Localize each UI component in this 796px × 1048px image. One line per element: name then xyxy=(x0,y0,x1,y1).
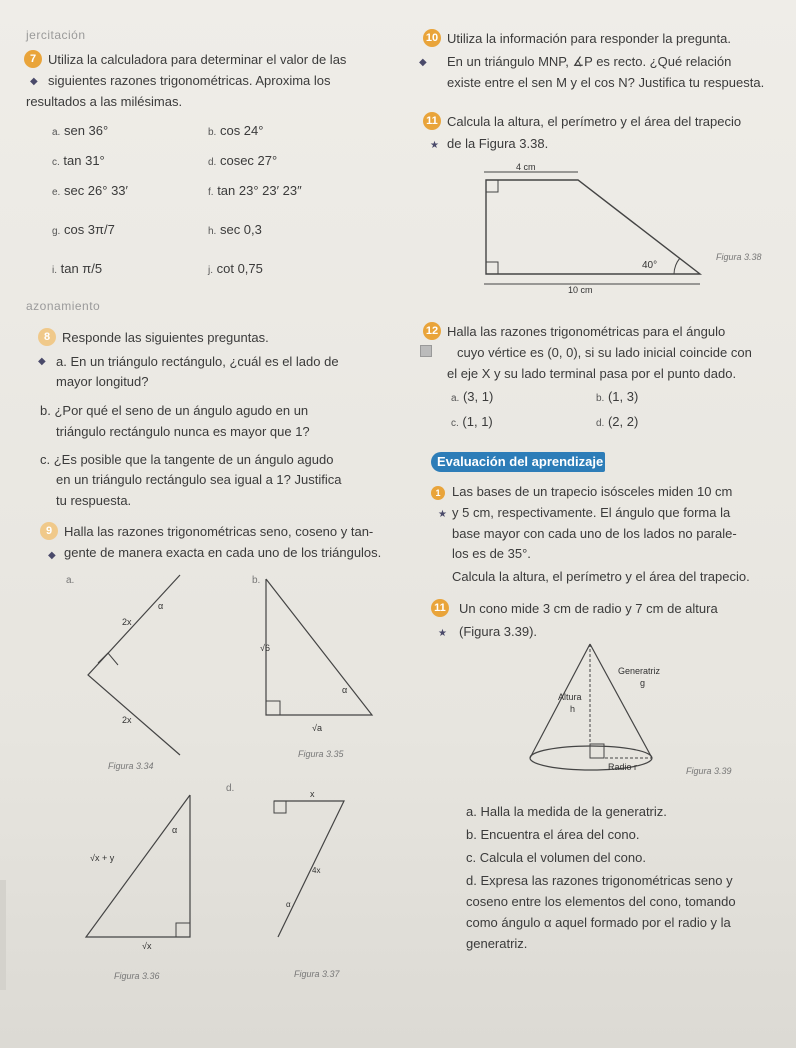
exercise-9-number: 9 xyxy=(40,522,62,540)
exercise-10-number: 10 xyxy=(423,29,445,47)
star-icon: ★ xyxy=(438,509,447,520)
cone-item-d-line-1: d. Expresa las razones trigonométricas seno y xyxy=(466,873,733,888)
question-8b-line-2: triángulo rectángulo nunca es mayor que 1? xyxy=(56,424,310,439)
eval-exercise-1-line-3: base mayor con cada uno de los lados no parale- xyxy=(452,526,737,541)
calculator-icon xyxy=(420,345,432,360)
exercise-11-line-2: de la Figura 3.38. xyxy=(447,136,549,151)
item-7h: h. sec 0,3 xyxy=(208,222,262,237)
item-12b: b. (1, 3) xyxy=(596,389,639,404)
label-sqrtx: √x xyxy=(142,941,152,951)
label-2x-bottom: 2x xyxy=(122,715,132,725)
eval-exercise-1-line-5: Calcula la altura, el perímetro y el área del trapecio. xyxy=(452,569,750,584)
star-icon: ★ xyxy=(430,140,439,151)
section-header: jercitación xyxy=(26,28,86,42)
trapezoid-bottom-label: 10 cm xyxy=(568,285,593,295)
exercise-8-intro: Responde las siguientes preguntas. xyxy=(62,330,269,345)
question-8a-line-1: a. En un triángulo rectángulo, ¿cuál es el lado de xyxy=(56,354,339,369)
figure-3-38-caption: Figura 3.38 xyxy=(716,252,762,262)
exercise-10-line-1: En un triángulo MNP, ∡P es recto. ¿Qué relación xyxy=(447,54,732,69)
trapezoid-top-label: 4 cm xyxy=(516,162,536,172)
fig-b-letter: b. xyxy=(252,575,261,586)
cone-item-d-line-4: generatriz. xyxy=(466,936,528,951)
label-sqrt-x-plus-y: √x + y xyxy=(90,853,115,863)
right-angle-marker-d xyxy=(274,801,286,813)
cone-figure xyxy=(520,640,770,790)
item-7c: c. tan 31° xyxy=(52,153,105,168)
triangle-a xyxy=(88,575,180,755)
exercise-12-line-1: Halla las razones trigonométricas para el ángulo xyxy=(447,324,726,339)
exercise-12-line-3: el eje X y su lado terminal pasa por el punto dado. xyxy=(447,366,737,381)
question-8c-line-1: c. ¿Es posible que la tangente de un ángulo agudo xyxy=(40,452,334,467)
exercise-7-number: 7 xyxy=(24,50,46,68)
eval-exercise-1-number: 1 xyxy=(431,484,449,500)
question-8b-line-1: b. ¿Por qué el seno de un ángulo agudo en un xyxy=(40,403,309,418)
bullet-icon: ◆ xyxy=(48,550,56,561)
right-angle-marker-a xyxy=(98,653,118,665)
exercise-12-line-2: cuyo vértice es (0, 0), si su lado inicial coincide con xyxy=(457,345,752,360)
height-h-label: h xyxy=(570,704,576,714)
height-label: Altura xyxy=(558,692,582,702)
exercise-10-title: Utiliza la información para responder la pregunta. xyxy=(447,31,731,46)
right-angle-marker-c xyxy=(176,923,190,937)
figure-3-37-caption: Figura 3.37 xyxy=(294,969,340,979)
triangle-d xyxy=(274,801,344,937)
evaluation-badge: Evaluación del aprendizaje xyxy=(431,452,605,472)
angle-40-label: 40° xyxy=(642,260,658,271)
figure-3-34-caption: Figura 3.34 xyxy=(108,761,154,771)
exercise-10-line-2: existe entre el sen M y el cos N? Justifica tu respuesta. xyxy=(447,75,765,90)
figure-3-39-caption: Figura 3.39 xyxy=(686,766,732,776)
triangle-b xyxy=(266,579,372,715)
cone-exercise-line-1: Un cono mide 3 cm de radio y 7 cm de altura xyxy=(459,601,718,616)
label-alpha-b: α xyxy=(342,685,348,695)
item-7a: a. sen 36° xyxy=(52,123,109,138)
triangle-figures xyxy=(60,565,400,985)
cone-item-d-line-2: coseno entre los elementos del cono, tomando xyxy=(466,894,736,909)
item-12a: a. (3, 1) xyxy=(451,389,494,404)
figure-3-36-caption: Figura 3.36 xyxy=(114,971,160,981)
label-sqrt6: √6 xyxy=(260,643,270,653)
question-8c-line-3: tu respuesta. xyxy=(56,493,132,508)
generatrix-label: Generatriz xyxy=(618,666,661,676)
label-alpha-d: α xyxy=(286,900,291,909)
fig-d-letter: d. xyxy=(226,783,235,794)
label-alpha-c: α xyxy=(172,825,178,835)
label-4x: 4x xyxy=(312,866,321,875)
exercise-9-line-1: Halla las razones trigonométricas seno, coseno y tan- xyxy=(64,524,374,539)
item-12c: c. (1, 1) xyxy=(451,414,493,429)
label-2x-top: 2x xyxy=(122,617,132,627)
question-8a-line-2: mayor longitud? xyxy=(56,374,149,389)
bullet-icon: ◆ xyxy=(419,57,427,68)
cone-item-c: c. Calcula el volumen del cono. xyxy=(466,850,646,865)
item-7d: d. cosec 27° xyxy=(208,153,278,168)
eval-exercise-1-line-4: los es de 35°. xyxy=(452,546,531,561)
label-sqrta: √a xyxy=(312,723,322,733)
question-8c-line-2: en un triángulo rectángulo sea igual a 1? Justifica xyxy=(56,472,342,487)
item-7j: j. cot 0,75 xyxy=(208,261,263,276)
cone-exercise-number: 11 xyxy=(431,599,453,617)
reasoning-header: azonamiento xyxy=(26,299,101,313)
label-x: x xyxy=(310,789,315,799)
triangle-c xyxy=(86,795,190,937)
cone-item-d-line-3: como ángulo α aquel formado por el radio y la xyxy=(466,915,731,930)
exercise-12-number: 12 xyxy=(423,322,445,340)
item-7i: i. tan π/5 xyxy=(52,261,103,276)
exercise-11-line-1: Calcula la altura, el perímetro y el área del trapecio xyxy=(447,114,742,129)
item-12d: d. (2, 2) xyxy=(596,414,639,429)
item-7e: e. sec 26° 33′ xyxy=(52,183,128,198)
exercise-11-number: 11 xyxy=(423,112,445,130)
bullet-icon: ◆ xyxy=(30,76,38,87)
cone-item-b: b. Encuentra el área del cono. xyxy=(466,827,640,842)
exercise-7-line-3: resultados a las milésimas. xyxy=(26,94,183,109)
cone-exercise-line-2: (Figura 3.39). xyxy=(459,624,538,639)
eval-exercise-1-line-2: y 5 cm, respectivamente. El ángulo que forma la xyxy=(452,505,731,520)
page-edge xyxy=(0,880,6,990)
item-7f: f. tan 23° 23′ 23″ xyxy=(208,183,302,198)
exercise-9-line-2: gente de manera exacta en cada uno de los triángulos. xyxy=(64,545,382,560)
eval-exercise-1-line-1: Las bases de un trapecio isósceles miden 10 cm xyxy=(452,484,733,499)
fig-a-letter: a. xyxy=(66,575,75,586)
cone-item-a: a. Halla la medida de la generatriz. xyxy=(466,804,667,819)
trapezoid-figure xyxy=(478,160,768,300)
trapezoid-shape xyxy=(486,180,700,274)
right-angle-marker-b xyxy=(266,701,280,715)
exercise-8-number: 8 xyxy=(38,328,60,346)
exercise-7-line-1: Utiliza la calculadora para determinar el valor de las xyxy=(48,52,347,67)
label-alpha-a: α xyxy=(158,601,164,611)
radius-label: Radio r xyxy=(608,762,638,772)
item-7g: g. cos 3π/7 xyxy=(52,222,115,237)
figure-3-35-caption: Figura 3.35 xyxy=(298,749,344,759)
exercise-7-line-2: siguientes razones trigonométricas. Aproxima los xyxy=(48,73,331,88)
star-icon: ★ xyxy=(438,628,447,639)
bullet-icon: ◆ xyxy=(38,356,46,367)
generatrix-g-label: g xyxy=(640,678,646,688)
item-7b: b. cos 24° xyxy=(208,123,264,138)
